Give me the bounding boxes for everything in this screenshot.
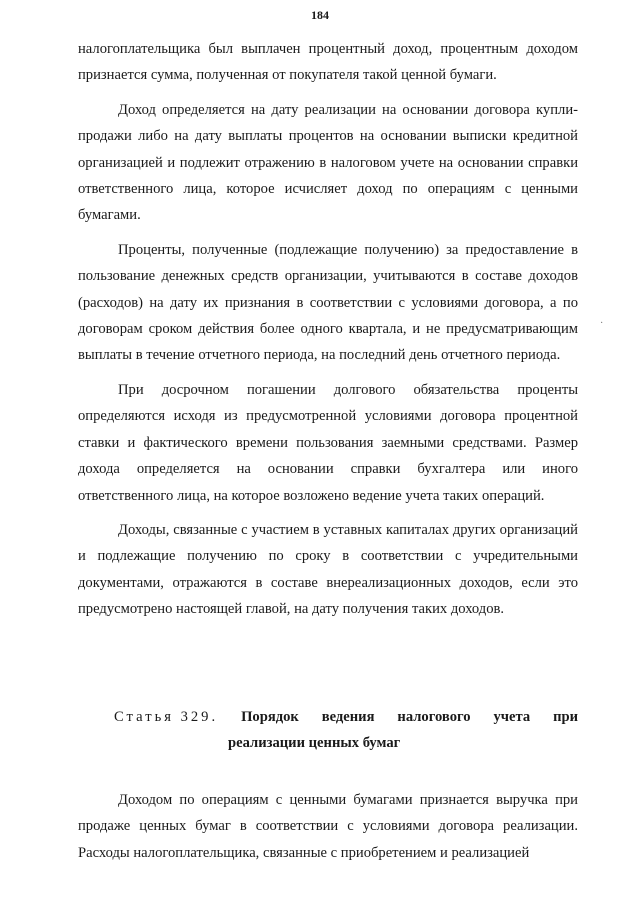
article-label: Статья 329. [114,709,219,725]
page-number: 184 [311,8,329,22]
article-heading-line-1 [78,704,578,730]
article-heading [78,704,578,757]
paragraph-2: Доход определяется на дату реализации на основании договора купли-продажи либо на дату выплаты процентов на основании выписки кредитной организацией и подлежит отражению в налоговом учете на основании справки ответственного лица, которое исчисляет доход по операциям с ценными бумагами. [78,101,578,224]
paragraph-5: Доходы, связанные с участием в уставных капиталах других организаций и подлежащие получению по сроку в соответствии с учредительными документами, отражаются в составе внереализационных доходов, если это предусмотрено настоящей главой, на дату получения таких доходов. [78,521,578,618]
paragraph-1: налогоплательщика был выплачен процентный доход, процентным доходом признается сумма, полученная от покупателя такой ценной бумаги. [78,41,578,84]
body-text [78,36,578,631]
paragraph-4: При досрочном погашении долгового обязательства проценты определяются исходя из предусмотренной условиями договора процентной ставки и фактического времени пользования заемными средствами. Размер дохода определяется на основании справки бухгалтера или иного ответственного лица, на которое возложено ведение учета таких операций. [78,381,578,504]
article-heading-line-2: реализации ценных бумаг [228,735,401,752]
article-title-word: учета [493,709,531,725]
article-title-word: при [553,709,578,725]
paragraph-6: Доходом по операциям с ценными бумагами признается выручка при продаже ценных бумаг в соответствии с условиями договора реализации. Расходы налогоплательщика, связанные с приобретением и реализацией [78,792,578,861]
tail-text [78,787,578,874]
article-title-word: налогового [397,709,471,725]
article-title-word: Порядок [241,709,299,725]
article-title-word: ведения [321,709,375,725]
scan-speck: · [600,318,604,329]
paragraph-3: Проценты, полученные (подлежащие получению) за предоставление в пользование денежных средств организации, учитываются в составе доходов (расходов) на дату их признания в соответствии с условиями договора, а по договорам сроком действия более одного квартала, и не предусматривающим выплаты в течение отчетного периода, на последний день отчетного периода. [78,241,578,364]
